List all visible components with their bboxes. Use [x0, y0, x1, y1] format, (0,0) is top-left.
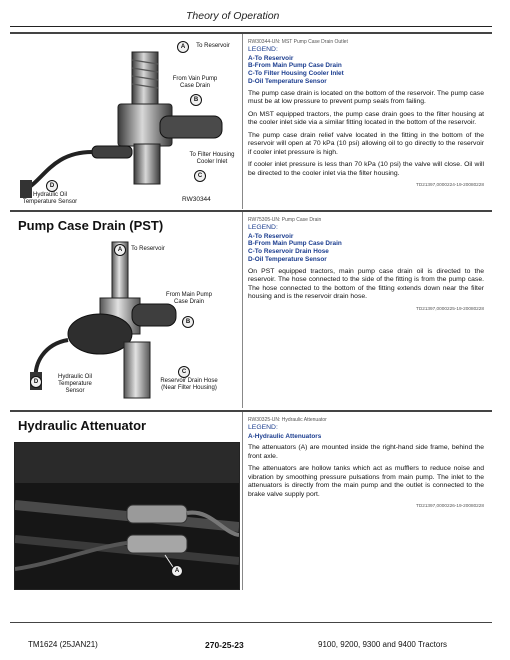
legend-item: D-Oil Temperature Sensor: [248, 255, 327, 263]
paragraph: The pump case drain is located on the bottom of the reservoir. The pump case must be at low pressure to prevent pump seals from failing.: [248, 89, 484, 106]
column-divider: [242, 34, 243, 209]
figure-attenuator-photo: [15, 443, 239, 589]
paragraph: On MST equipped tractors, the pump case drain goes to the filter housing at the cooler inlet side via a similar fitting located in the bottom of the reservoir.: [248, 110, 484, 127]
section-text: [248, 38, 484, 190]
reference-code: TD21397,0000224-19-20080228: [415, 182, 484, 188]
section-pst-pump-case-drain: [10, 210, 492, 408]
legend-item: D-Oil Temperature Sensor: [248, 77, 327, 85]
legend-item: A-Hydraulic Attenuators: [248, 432, 322, 440]
legend-item: C-To Filter Housing Cooler Inlet: [248, 70, 344, 78]
label-from-vain-pump-case-drain: From Vain Pump Case Drain: [172, 76, 218, 89]
section-text: [248, 216, 484, 313]
label-from-main-pump-case-drain: From Main Pump Case Drain: [165, 292, 212, 305]
figure-caption-code: RW30344-UN: MST Pump Case Drain Outlet: [248, 39, 348, 45]
callout-a: A: [114, 244, 126, 256]
callout-c: C: [194, 170, 206, 182]
legend-title: LEGEND:: [248, 424, 278, 431]
section-hydraulic-attenuator: [10, 410, 492, 590]
label-hydraulic-oil-temperature-sensor: Hydraulic Oil Temperature Sensor: [22, 192, 78, 205]
column-divider: [242, 212, 243, 408]
legend-item: B-From Main Pump Case Drain: [248, 240, 342, 248]
callout-d: D: [30, 376, 42, 388]
callout-c: C: [178, 366, 190, 378]
section-mst-pump-case-drain: [10, 32, 492, 209]
callout-d: D: [46, 180, 58, 192]
label-reservoir-drain-hose: Reservoir Drain Hose (Near Filter Housing): [160, 378, 218, 391]
section-text: [248, 416, 484, 511]
section-title: Hydraulic Attenuator: [18, 418, 147, 433]
column-divider: [242, 412, 243, 590]
paragraph: If cooler inlet pressure is less than 70 kPa (10 psi) the valve will close. Oil will be directed to the cooler inlet via the filter housing.: [248, 161, 484, 177]
figure-mst-pump-case-drain: [14, 38, 238, 206]
header-rule: [10, 26, 492, 27]
callout-a: A: [171, 565, 183, 577]
legend-title: LEGEND:: [248, 46, 278, 53]
callout-b: B: [190, 94, 202, 106]
footer-model-list: 9100, 9200, 9300 and 9400 Tractors: [318, 640, 447, 649]
figure-pst-pump-case-drain: [14, 236, 238, 406]
footer-page-number: 270-25-23: [205, 640, 244, 650]
label-to-reservoir: To Reservoir: [131, 246, 165, 252]
label-to-filter-housing-cooler-inlet: To Filter Housing Cooler Inlet: [189, 152, 235, 165]
figure-caption-code: RW75305-UN: Pump Case Drain: [248, 217, 322, 223]
figure-code: RW30344: [182, 196, 211, 203]
label-to-reservoir: To Reservoir: [196, 43, 230, 49]
page-header-title: Theory of Operation: [186, 10, 280, 22]
reference-code: TD21397,0000226-19-20080228: [415, 503, 484, 509]
paragraph: The attenuators (A) are mounted inside the right-hand side frame, behind the front axle.: [248, 444, 484, 460]
footer-doc-id: TM1624 (25JAN21): [28, 640, 98, 649]
section-title: Pump Case Drain (PST): [18, 218, 164, 233]
legend-item: A-To Reservoir: [248, 232, 294, 240]
footer-rule: [10, 622, 492, 623]
legend-title: LEGEND:: [248, 224, 278, 231]
callout-b: B: [182, 316, 194, 328]
paragraph: On PST equipped tractors, main pump case drain oil is directed to the reservoir. The hose connected to the side of the fitting is from the pump case. The hose connected to the bottom of the fitting extends down near the filter housing and is the reservoir drain hose.: [248, 267, 484, 301]
figure-hydraulic-attenuator: [14, 442, 240, 590]
label-hydraulic-oil-temperature-sensor: Hydraulic Oil Temperature Sensor: [57, 374, 92, 394]
paragraph: The attenuators are hollow tanks which act as mufflers to reduce noise and vibration by smoothing pressure pulsations from main pump. The inlet to the attenuators is directly from the main pump and the outlet is connected to the brake valve supply port.: [248, 465, 484, 498]
legend-item: B-From Main Pump Case Drain: [248, 62, 342, 70]
figure-caption-code: RW30325-UN: Hydraulic Attenuator: [248, 417, 327, 423]
reference-code: TD21397,0000225-19-20080228: [415, 305, 484, 311]
legend-item: C-To Reservoir Drain Hose: [248, 248, 329, 256]
paragraph: The pump case drain relief valve located in the fitting in the bottom of the reservoir will open at 70 kPa (10 psi) allowing oil to go directly to the reservoir if cooler inlet pressure is high.: [248, 131, 484, 156]
callout-a: A: [177, 41, 189, 53]
legend-item: A-To Reservoir: [248, 54, 294, 62]
